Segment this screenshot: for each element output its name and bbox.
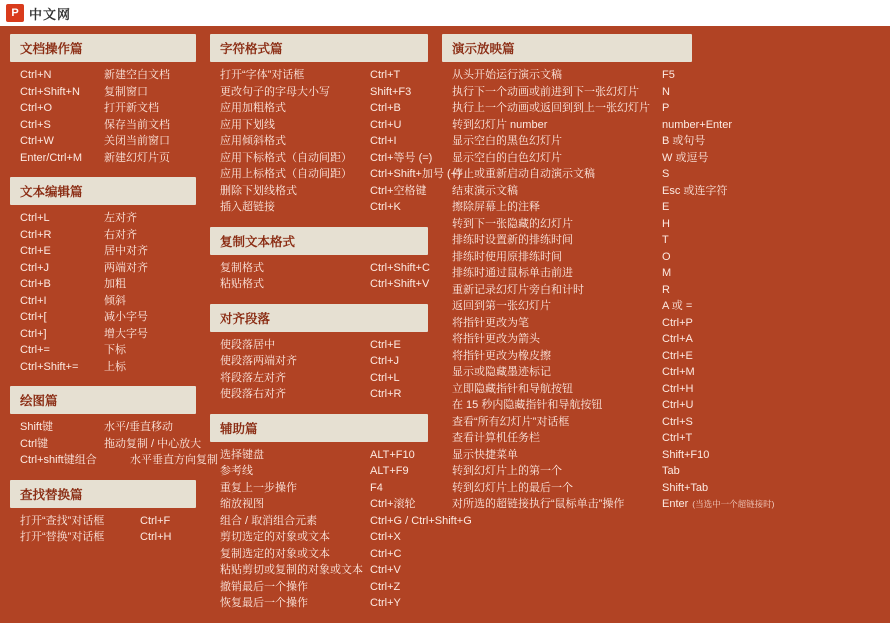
shortcut-key: Shift+Tab [662, 481, 709, 494]
shortcut-desc: 显示快捷菜单 [452, 448, 518, 461]
shortcut-key: Ctrl+] [20, 327, 47, 340]
shortcut-row [20, 310, 190, 326]
shortcut-key: S [662, 168, 670, 180]
shortcut-desc: 打开新文档 [104, 102, 159, 114]
section-align-paragraph [210, 304, 428, 404]
shortcut-key: Ctrl+P [662, 316, 693, 329]
shortcut-desc: 转到下一张隐藏的幻灯片 [452, 217, 573, 230]
section-title: 文本编辑篇 [10, 177, 196, 205]
shortcut-key: M [662, 267, 672, 279]
shortcut-row [20, 327, 190, 343]
shortcut-key: Ctrl+L [370, 371, 400, 384]
shortcut-key: Ctrl+U [662, 399, 694, 411]
shortcut-key: Ctrl+Y [370, 597, 401, 609]
shortcut-row [220, 530, 422, 546]
shortcut-row [452, 217, 686, 233]
shortcut-key: Ctrl+I [370, 135, 397, 147]
shortcut-key: Ctrl+E [20, 245, 51, 257]
shortcut-key: R [662, 283, 670, 296]
top-bar [0, 0, 890, 26]
shortcut-desc: 更改句子的字母大小写 [220, 85, 330, 98]
section-rows [210, 338, 428, 403]
shortcut-row [220, 448, 422, 464]
shortcut-row [452, 299, 693, 315]
shortcut-key: Ctrl+E [370, 338, 401, 351]
shortcut-row [452, 382, 694, 398]
shortcut-desc: 选择键盘 [220, 448, 264, 461]
shortcut-row [220, 261, 430, 277]
shortcut-key: Ctrl+M [662, 366, 695, 378]
shortcut-desc: 恢复最后一个操作 [220, 597, 308, 609]
shortcut-row [20, 244, 190, 260]
shortcut-row [452, 233, 686, 249]
shortcut-row [452, 481, 709, 497]
shortcut-row [452, 398, 694, 414]
shortcut-key: T [662, 234, 669, 246]
shortcut-key: Ctrl+K [370, 201, 401, 213]
shortcut-desc: 撤销最后一个操作 [220, 580, 308, 593]
shortcut-key: Ctrl+空格键 [370, 184, 427, 197]
shortcut-desc: 重复上一步操作 [220, 481, 297, 494]
shortcut-desc: 拖动复制 / 中心放大 [104, 437, 202, 450]
shortcut-desc: 剪切选定的对象或文本 [220, 531, 330, 543]
shortcut-desc: 执行下一个动画或前进到下一张幻灯片 [452, 85, 639, 98]
shortcut-key: Ctrl+等号 (=) [370, 151, 433, 164]
shortcut-key: Ctrl+C [370, 547, 402, 560]
shortcut-row [220, 354, 422, 370]
shortcut-key: Ctrl+B [370, 102, 401, 114]
shortcut-key: Ctrl+T [370, 69, 401, 81]
logo-text: 中文网 [29, 6, 72, 22]
shortcut-desc: 停止或重新启动自动演示文稿 [452, 168, 595, 180]
shortcut-key: Shift+F3 [370, 85, 412, 98]
shortcut-desc: 将指针更改为箭头 [452, 333, 540, 345]
shortcut-row [220, 481, 422, 497]
shortcut-row [452, 464, 686, 480]
shortcut-row [452, 151, 709, 167]
shortcut-key: F4 [370, 481, 383, 494]
shortcut-key: Enter/Ctrl+M [20, 151, 83, 164]
shortcut-row [452, 250, 686, 266]
shortcut-key: Ctrl+Shift+加号 (+) [370, 168, 461, 180]
section-title: 演示放映篇 [442, 34, 692, 62]
shortcut-key: Shift+F10 [662, 448, 710, 461]
shortcut-key: N [662, 85, 670, 98]
shortcut-desc: 重新记录幻灯片旁白和计时 [452, 283, 584, 296]
shortcut-row [20, 437, 202, 453]
shortcut-row [452, 200, 686, 216]
shortcut-row [220, 371, 422, 387]
shortcut-row [20, 343, 190, 359]
shortcut-key: ALT+F10 [370, 448, 415, 461]
section-title: 复制文本格式 [210, 227, 428, 255]
shortcut-desc: 使段落右对齐 [220, 388, 286, 400]
shortcut-key: Ctrl+H [140, 531, 172, 543]
shortcut-desc: 排练时使用原排练时间 [452, 250, 562, 263]
shortcut-desc: 上标 [104, 360, 126, 373]
shortcut-key: number+Enter [662, 118, 733, 131]
shortcut-desc: 复制窗口 [104, 85, 148, 98]
shortcut-desc: 关闭当前窗口 [104, 135, 170, 147]
shortcut-row [220, 101, 422, 117]
shortcut-desc: 排练时通过鼠标单击前进 [452, 267, 573, 279]
shortcut-desc: 应用下划线 [220, 118, 275, 131]
shortcut-row [20, 68, 190, 84]
shortcut-desc: 执行上一个动画或返回到到上一张幻灯片 [452, 102, 650, 114]
shortcut-key: Ctrl+shift键组合 [20, 454, 97, 466]
shortcut-row [220, 118, 422, 134]
shortcut-key: P [662, 102, 670, 114]
shortcut-key: Ctrl+R [370, 388, 402, 400]
shortcut-desc: 组合 / 取消组合元素 [220, 514, 318, 527]
shortcut-desc: 将段落左对齐 [220, 371, 286, 384]
shortcut-desc: 立即隐藏指针和导航按钮 [452, 382, 573, 395]
shortcut-row [20, 420, 190, 436]
shortcut-desc: 转到幻灯片上的第一个 [452, 465, 562, 477]
section-doc-ops [10, 34, 196, 167]
section-assist [210, 414, 472, 613]
section-title: 查找替换篇 [10, 480, 196, 508]
shortcut-row [452, 448, 710, 464]
shortcut-row [452, 85, 686, 101]
shortcut-key: Ctrl+N [20, 69, 52, 81]
section-find-replace [10, 480, 196, 547]
shortcut-key: Shift键 [20, 421, 54, 433]
shortcut-row [452, 68, 686, 84]
shortcut-desc: 居中对齐 [104, 245, 148, 257]
shortcut-desc: 增大字号 [104, 327, 148, 340]
shortcut-row [220, 547, 422, 563]
shortcut-row [20, 134, 190, 150]
shortcut-desc: 应用上标格式（自动间距） [220, 168, 352, 180]
shortcut-desc: 转到幻灯片 number [452, 118, 548, 131]
shortcut-row [220, 134, 422, 150]
shortcut-key: Ctrl+Shift+= [20, 360, 79, 373]
shortcut-desc: 粘贴剪切或复制的对象或文本 [220, 564, 363, 576]
shortcut-row [452, 332, 693, 348]
shortcut-key: Ctrl+[ [20, 311, 47, 323]
shortcut-row [220, 580, 422, 596]
shortcut-desc: 使段落两端对齐 [220, 355, 297, 367]
shortcut-desc: 将指针更改为橡皮擦 [452, 349, 551, 362]
shortcut-desc: 粘贴格式 [220, 278, 264, 290]
shortcut-row [220, 338, 422, 354]
shortcut-desc: 在 15 秒内隐藏指针和导航按钮 [452, 399, 603, 411]
shortcut-desc: 参考线 [220, 465, 253, 477]
section-title: 字符格式篇 [210, 34, 428, 62]
shortcut-desc: 打开“字体”对话框 [220, 69, 305, 81]
footnote: (当选中一个超链接时) [692, 499, 775, 509]
shortcut-row [20, 277, 190, 293]
shortcut-key: O [662, 250, 671, 263]
shortcut-desc: 缩放视图 [220, 498, 264, 510]
shortcut-key: E [662, 201, 670, 213]
section-rows [210, 261, 428, 293]
column-format [210, 34, 472, 623]
shortcut-row [20, 85, 190, 101]
shortcut-key: Ctrl+W [20, 135, 54, 147]
shortcut-key: Ctrl+J [20, 261, 50, 274]
shortcut-desc: 下标 [104, 344, 126, 356]
shortcut-row [452, 134, 706, 150]
section-rows [210, 68, 461, 216]
shortcut-desc: 显示空白的白色幻灯片 [452, 151, 562, 164]
shortcut-key: F5 [662, 69, 675, 81]
section-rows [10, 420, 218, 469]
shortcut-row [452, 167, 686, 183]
shortcut-desc: 显示或隐藏墨迹标记 [452, 366, 551, 378]
shortcut-desc: 对所选的超链接执行“鼠标单击”操作 [452, 498, 625, 510]
shortcut-row [20, 530, 190, 546]
shortcut-key: B 或句号 [662, 135, 706, 147]
shortcut-desc: 水平/垂直移动 [104, 421, 174, 433]
section-rows [442, 68, 775, 513]
shortcut-desc: 结束演示文稿 [452, 184, 518, 197]
shortcut-row [220, 167, 461, 183]
cheatsheet-poster [0, 26, 890, 609]
shortcut-key: Ctrl+J [370, 355, 400, 367]
shortcut-key: Ctrl+L [20, 212, 50, 224]
section-title: 文档操作篇 [10, 34, 196, 62]
shortcut-row [20, 151, 190, 167]
shortcut-key: Enter [662, 498, 689, 510]
column-document [10, 34, 218, 623]
shortcut-row [20, 514, 190, 530]
shortcut-desc: 将指针更改为笔 [452, 316, 529, 329]
shortcut-key: W 或逗号 [662, 151, 709, 164]
shortcut-row [452, 497, 775, 513]
shortcut-key: Ctrl+R [20, 228, 52, 241]
section-copy-format [210, 227, 428, 294]
shortcut-desc: 打开“替换”对话框 [20, 531, 105, 543]
shortcut-key: Tab [662, 465, 680, 477]
section-title: 对齐段落 [210, 304, 428, 332]
section-text-edit [10, 177, 196, 376]
shortcut-row [220, 497, 422, 513]
shortcut-desc: 查看计算机任务栏 [452, 432, 540, 444]
shortcut-desc: 两端对齐 [104, 261, 148, 274]
shortcut-desc: 加粗 [104, 278, 126, 290]
shortcut-desc: 新建空白文档 [104, 69, 170, 81]
shortcut-key: Ctrl+滚轮 [370, 498, 416, 510]
section-rows [10, 514, 196, 546]
shortcut-key: Ctrl+X [370, 531, 401, 543]
column-slideshow [442, 34, 775, 623]
shortcut-row [20, 118, 190, 134]
shortcut-key: Ctrl+Shift+N [20, 85, 80, 98]
shortcut-key: Ctrl+A [662, 333, 693, 345]
shortcut-key: Ctrl+E [662, 349, 693, 362]
shortcut-key: Ctrl+Z [370, 580, 401, 593]
shortcut-desc: 右对齐 [104, 228, 137, 241]
shortcut-key: Ctrl+Shift+C [370, 261, 430, 274]
shortcut-row [452, 266, 686, 282]
shortcut-row [20, 101, 190, 117]
shortcut-key: Ctrl+U [370, 118, 402, 131]
shortcut-key: Ctrl+I [20, 294, 47, 307]
shortcut-desc: 应用下标格式（自动间距） [220, 151, 352, 164]
shortcut-row [220, 464, 422, 480]
shortcut-key: Ctrl键 [20, 437, 49, 450]
shortcut-row [220, 277, 430, 293]
section-slideshow [442, 34, 775, 514]
shortcut-desc: 从头开始运行演示文稿 [452, 69, 562, 81]
shortcut-row [220, 596, 422, 612]
shortcut-row [220, 514, 472, 530]
shortcut-key: Esc 或连字符 [662, 184, 728, 197]
section-char-format [210, 34, 461, 217]
shortcut-desc: 应用倾斜格式 [220, 135, 286, 147]
shortcut-row [20, 261, 190, 277]
shortcut-row [20, 228, 190, 244]
shortcut-row [452, 415, 693, 431]
shortcut-desc: 擦除屏幕上的注释 [452, 201, 540, 213]
shortcut-key: Ctrl+S [20, 118, 51, 131]
shortcut-desc: 左对齐 [104, 212, 137, 224]
shortcut-key: Ctrl+G / Ctrl+Shift+G [370, 514, 472, 527]
shortcut-row [452, 316, 693, 332]
shortcut-desc: 复制选定的对象或文本 [220, 547, 330, 560]
shortcut-desc: 倾斜 [104, 294, 126, 307]
shortcut-row [220, 184, 427, 200]
section-title: 辅助篇 [210, 414, 428, 442]
shortcut-key: Ctrl+T [662, 432, 693, 444]
shortcut-desc: 减小字号 [104, 311, 148, 323]
shortcut-desc: 打开“查找”对话框 [20, 514, 105, 527]
section-rows [210, 448, 472, 612]
columns-container [10, 34, 880, 623]
shortcut-row [452, 431, 693, 447]
shortcut-row [452, 349, 693, 365]
shortcut-row [220, 68, 422, 84]
shortcut-row [20, 360, 190, 376]
shortcut-row [220, 200, 422, 216]
shortcut-row [452, 283, 686, 299]
shortcut-desc: 转到幻灯片上的最后一个 [452, 481, 573, 494]
logo-icon: P [6, 4, 24, 22]
shortcut-desc: 查看“所有幻灯片”对话框 [452, 415, 570, 428]
shortcut-desc: 应用加粗格式 [220, 102, 286, 114]
shortcut-row [220, 85, 422, 101]
shortcut-key: Ctrl+Shift+V [370, 278, 430, 290]
shortcut-key: H [662, 217, 670, 230]
shortcut-desc: 新建幻灯片页 [104, 151, 170, 164]
shortcut-key: A 或 = [662, 300, 693, 312]
shortcut-row [20, 294, 190, 310]
shortcut-key: Ctrl+O [20, 102, 53, 114]
shortcut-row [20, 453, 218, 469]
section-drawing [10, 386, 218, 470]
shortcut-row [452, 101, 686, 117]
shortcut-row [452, 184, 728, 200]
shortcut-desc: 水平垂直方向复制 [130, 454, 218, 466]
section-rows [10, 211, 196, 375]
shortcut-row [220, 563, 422, 579]
shortcut-desc: 显示空白的黑色幻灯片 [452, 135, 562, 147]
shortcut-key: Ctrl+H [662, 382, 694, 395]
shortcut-desc: 删除下划线格式 [220, 184, 297, 197]
shortcut-desc: 复制格式 [220, 261, 264, 274]
shortcut-desc: 使段落居中 [220, 338, 275, 351]
shortcut-key: Ctrl+S [662, 415, 693, 428]
shortcut-row [20, 211, 190, 227]
shortcut-desc: 插入超链接 [220, 201, 275, 213]
shortcut-desc: 返回到第一张幻灯片 [452, 300, 551, 312]
shortcut-key: Ctrl+= [20, 344, 50, 356]
shortcut-key: Ctrl+F [140, 514, 171, 527]
shortcut-desc: 保存当前文档 [104, 118, 170, 131]
shortcut-row [452, 118, 733, 134]
shortcut-row [452, 365, 695, 381]
section-rows [10, 68, 196, 166]
shortcut-row [220, 151, 433, 167]
shortcut-desc: 排练时设置新的排练时间 [452, 234, 573, 246]
shortcut-key: Ctrl+B [20, 278, 51, 290]
section-title: 绘图篇 [10, 386, 196, 414]
shortcut-row [220, 387, 422, 403]
shortcut-key: ALT+F9 [370, 465, 409, 477]
shortcut-key: Ctrl+V [370, 564, 401, 576]
